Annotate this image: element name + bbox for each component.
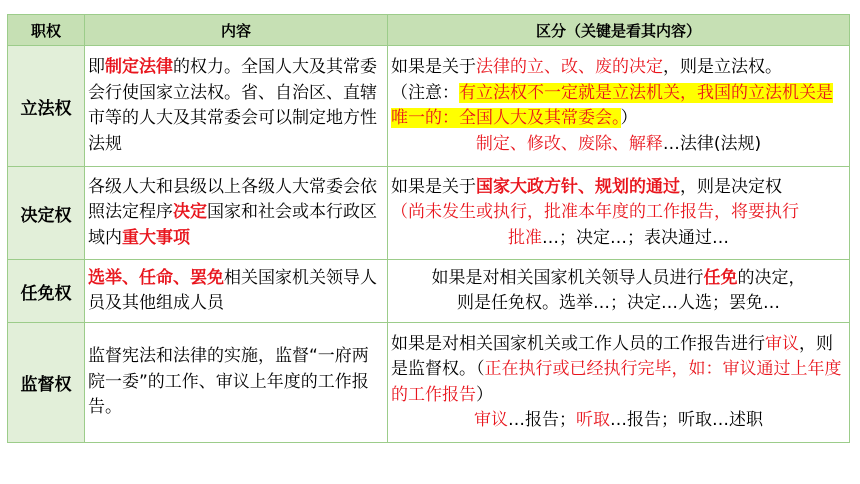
keyword: 批准 bbox=[508, 227, 542, 248]
line bbox=[391, 175, 846, 201]
header-distinction: 区分（关键是看其内容） bbox=[388, 15, 850, 46]
row-legislative bbox=[8, 46, 850, 167]
powers-table bbox=[7, 14, 850, 443]
keyword: 选举、任命、罢免 bbox=[88, 267, 224, 288]
row-supervision bbox=[8, 323, 850, 443]
header-power: 职权 bbox=[8, 15, 85, 46]
row-label: 立法权 bbox=[8, 46, 85, 167]
text: ，则是监督权。（ bbox=[391, 333, 833, 379]
text: 监督宪法和法律的实施，监督“一府两院一委”的工作、审议上年度的工作报告。 bbox=[88, 346, 369, 418]
row-distinction bbox=[388, 46, 850, 167]
keyword: 审议 bbox=[765, 333, 799, 354]
text: （注意： bbox=[391, 82, 459, 103]
line: （尚未发生或执行，批准本年度的工作报告，将要执行 bbox=[391, 202, 799, 223]
text: 相关国家机关领导人员及其他组成人员 bbox=[88, 267, 377, 313]
line bbox=[391, 55, 846, 81]
row-label: 任免权 bbox=[8, 260, 85, 323]
row-content bbox=[85, 167, 388, 260]
text: 各级人大和县级以上各级人大常委会依照法定程序 bbox=[88, 176, 377, 223]
text: …报告； bbox=[508, 410, 576, 430]
text: …；决定…；表决通过… bbox=[542, 227, 729, 248]
text: 如果是对相关国家机关领导人员进行 bbox=[431, 267, 704, 288]
text: ，则是立法权。 bbox=[663, 57, 782, 77]
text: 的权力。全国人大及其常委会行使国家立法权。省、自治区、直辖市等的人大及其常委会可以制定地方性法规 bbox=[88, 57, 377, 154]
keyword: 国家大政方针、规划的通过 bbox=[476, 176, 680, 197]
row-appointment bbox=[8, 260, 850, 323]
note-line bbox=[391, 81, 846, 132]
row-distinction bbox=[388, 323, 850, 443]
text: 的决定， bbox=[737, 267, 806, 288]
text: 如果是对相关国家机关或工作人员的工作报告进行 bbox=[391, 333, 765, 354]
text: ，则是决定权 bbox=[680, 176, 782, 197]
text: 如果是关于 bbox=[391, 176, 476, 197]
text: ） bbox=[476, 384, 493, 405]
row-distinction bbox=[388, 167, 850, 260]
keyword: 制定法律 bbox=[105, 57, 173, 77]
highlight-note: 有立法权不一定就是立法机关，我国的立法机关是唯一的：全国人大及其常委会。 bbox=[391, 82, 833, 128]
row-label: 监督权 bbox=[8, 323, 85, 443]
row-decision bbox=[8, 167, 850, 260]
keyword: 审议 bbox=[474, 410, 508, 430]
keyword: 任免 bbox=[703, 267, 738, 288]
row-label: 决定权 bbox=[8, 167, 85, 260]
line bbox=[391, 266, 846, 292]
keywords-line bbox=[391, 408, 846, 434]
text: ） bbox=[620, 108, 638, 128]
text: 即 bbox=[88, 57, 105, 77]
line: 则是任免权。选举…；决定…人选；罢免… bbox=[457, 293, 780, 313]
keywords-line bbox=[391, 132, 846, 158]
header-content: 内容 bbox=[85, 15, 388, 46]
row-content bbox=[85, 46, 388, 167]
keyword: 听取 bbox=[576, 410, 610, 430]
keyword: 制定、修改、废除、解释 bbox=[475, 133, 663, 154]
row-distinction bbox=[388, 260, 850, 323]
row-content bbox=[85, 323, 388, 443]
keywords-line bbox=[391, 226, 846, 252]
paragraph bbox=[391, 332, 846, 409]
text: …报告；听取…述职 bbox=[610, 410, 763, 430]
text: …法律(法规) bbox=[662, 133, 762, 154]
keyword: 重大事项 bbox=[122, 227, 190, 248]
keyword: 法律的立、改、废的决定 bbox=[476, 57, 663, 77]
header-row bbox=[8, 15, 850, 46]
row-content bbox=[85, 260, 388, 323]
text: 国家和社会或本行政区域内 bbox=[88, 202, 377, 248]
keyword: 正在执行或已经执行完毕，如：审议通过上年度的工作报告 bbox=[391, 359, 842, 405]
text: 如果是关于 bbox=[391, 57, 476, 77]
keyword: 决定 bbox=[173, 202, 207, 223]
